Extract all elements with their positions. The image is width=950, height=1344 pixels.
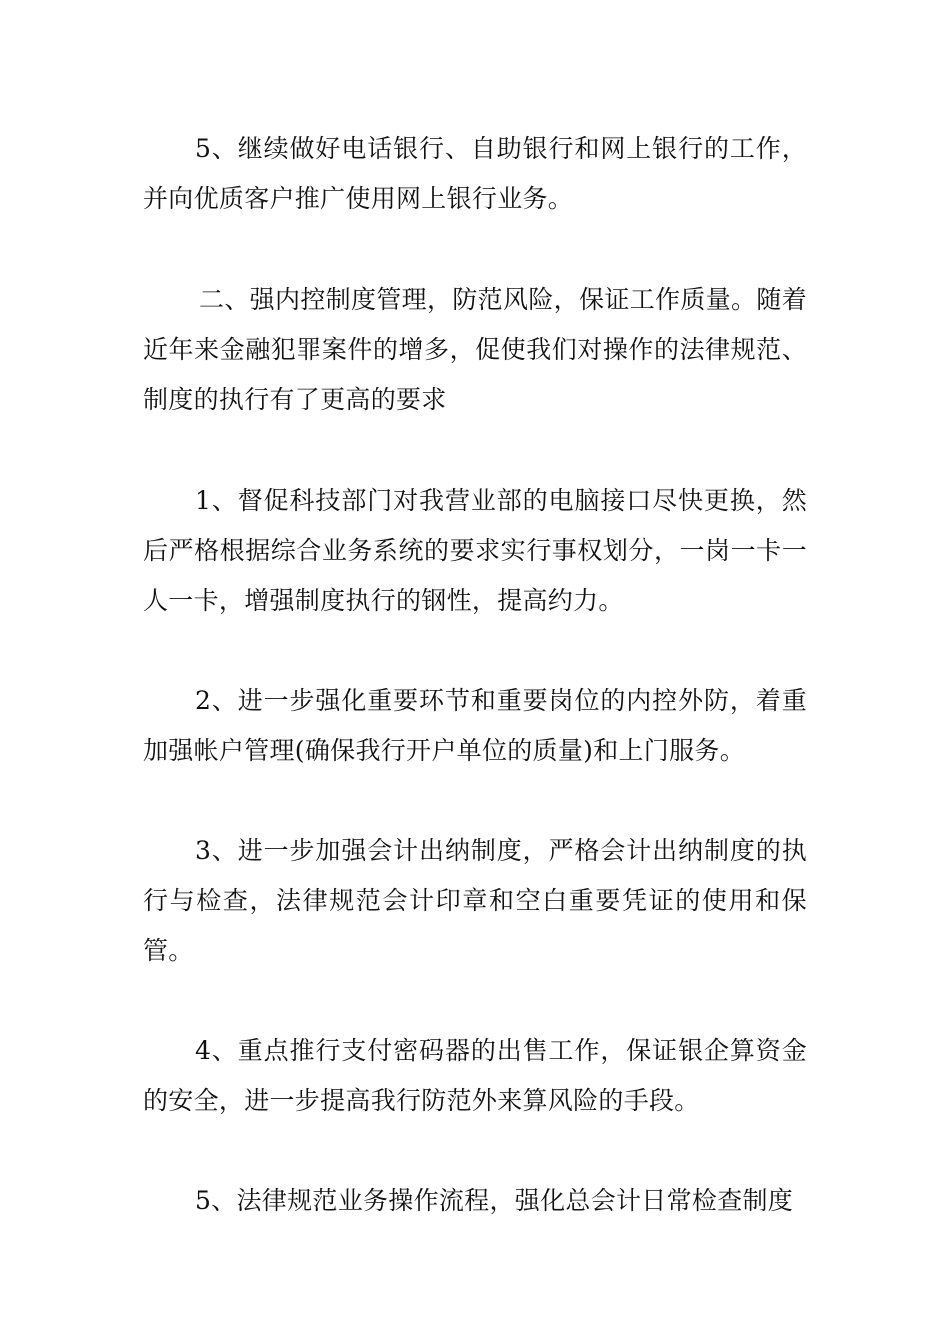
paragraph-item-4-payment-password: 4、重点推行支付密码器的出售工作，保证银企算资金的安全，进一步提高我行防范外来算风险的手段。 (143, 1036, 807, 1115)
paragraph-item-2-key-positions: 2、进一步强化重要环节和重要岗位的内控外防，着重加强帐户管理(确保我行开户单位的质量)和上门服务。 (143, 686, 807, 765)
paragraph-item-5-operation-process: 5、法律规范业务操作流程，强化总会计日常检查制度 (195, 1186, 794, 1215)
paragraph-section-2-internal-control: 二、强内控制度管理，防范风险，保证工作质量。随着近年来金融犯罪案件的增多，促使我们对操作的法律规范、制度的执行有了更高的要求 (143, 285, 807, 414)
paragraph-item-1-tech-interface: 1、督促科技部门对我营业部的电脑接口尽快更换，然后严格根据综合业务系统的要求实行事权划分，一岗一卡一人一卡，增强制度执行的钢性，提高约力。 (143, 486, 807, 615)
paragraph-item-5-online-banking: 5、继续做好电话银行、自助银行和网上银行的工作，并向优质客户推广使用网上银行业务。 (143, 134, 807, 213)
paragraph-item-3-cashier-system: 3、进一步加强会计出纳制度，严格会计出纳制度的执行与检查，法律规范会计印章和空白重要凭证的使用和保管。 (143, 836, 807, 965)
